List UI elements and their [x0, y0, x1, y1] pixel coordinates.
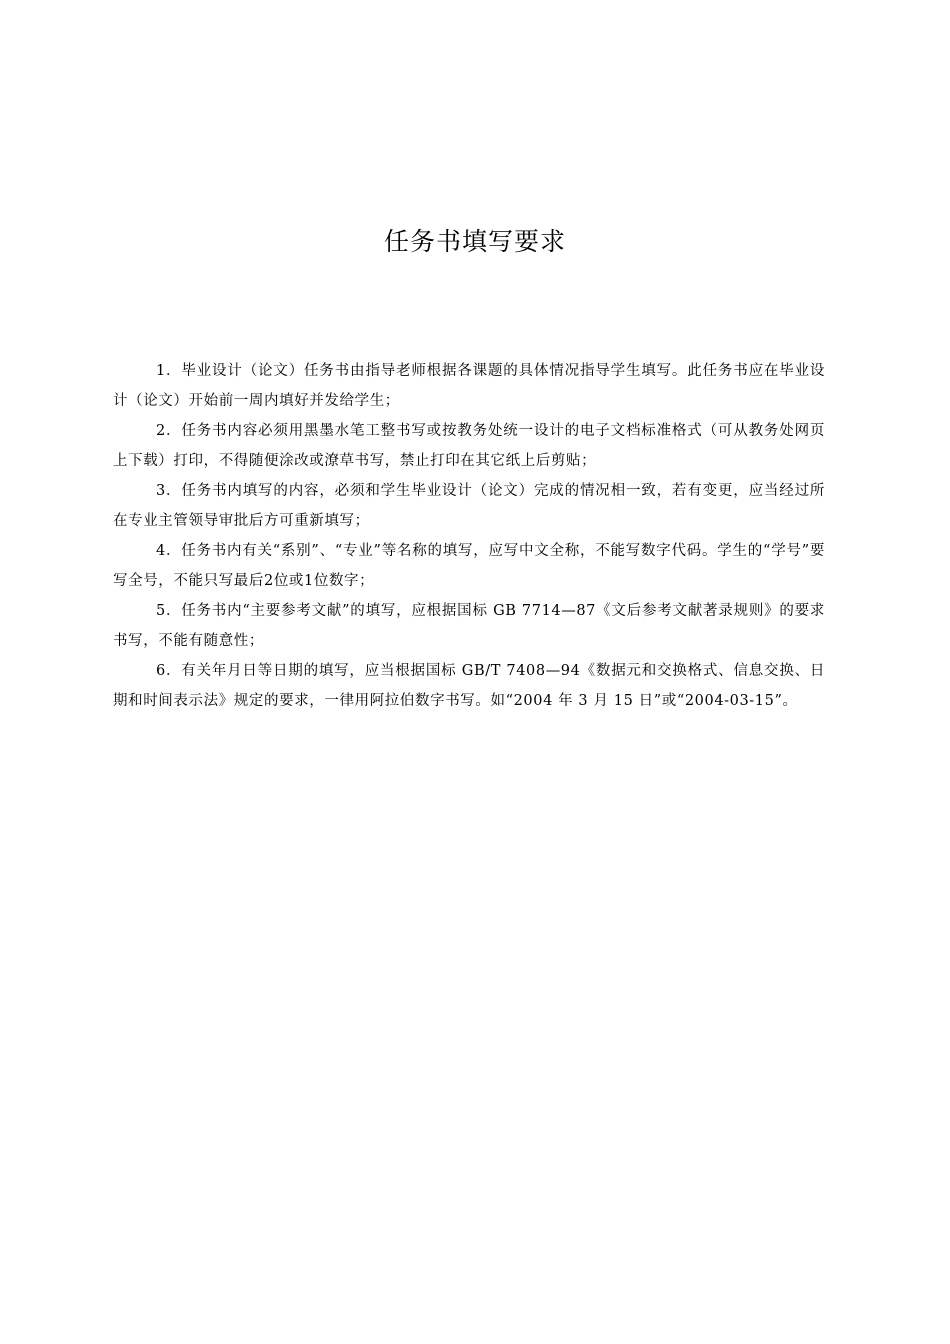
requirements-list — [113, 356, 825, 716]
requirement-item-1: 1．毕业设计（论文）任务书由指导老师根据各课题的具体情况指导学生填写。此任务书应在毕业设计（论文）开始前一周内填好并发给学生； — [113, 363, 825, 409]
requirement-item-2: 2．任务书内容必须用黑墨水笔工整书写或按教务处统一设计的电子文档标准格式（可从教务处网页上下载）打印，不得随便涂改或潦草书写，禁止打印在其它纸上后剪贴； — [113, 423, 825, 469]
requirement-item-3: 3．任务书内填写的内容，必须和学生毕业设计（论文）完成的情况相一致，若有变更，应当经过所在专业主管领导审批后方可重新填写； — [113, 483, 825, 529]
requirement-item-5: 5．任务书内“主要参考文献”的填写，应根据国标 GB 7714—87《文后参考文献著录规则》的要求书写，不能有随意性； — [113, 603, 825, 649]
page-title: 任务书填写要求 — [383, 227, 566, 256]
requirement-item-4: 4．任务书内有关“系别”、“专业”等名称的填写，应写中文全称，不能写数字代码。学生的“学号”要写全号，不能只写最后2位或1位数字； — [113, 543, 825, 589]
requirement-item-6: 6．有关年月日等日期的填写，应当根据国标 GB/T 7408—94《数据元和交换格式、信息交换、日期和时间表示法》规定的要求，一律用阿拉伯数字书写。如“2004 年 3 月 15 日”或“2004-03-15”。 — [113, 663, 825, 709]
